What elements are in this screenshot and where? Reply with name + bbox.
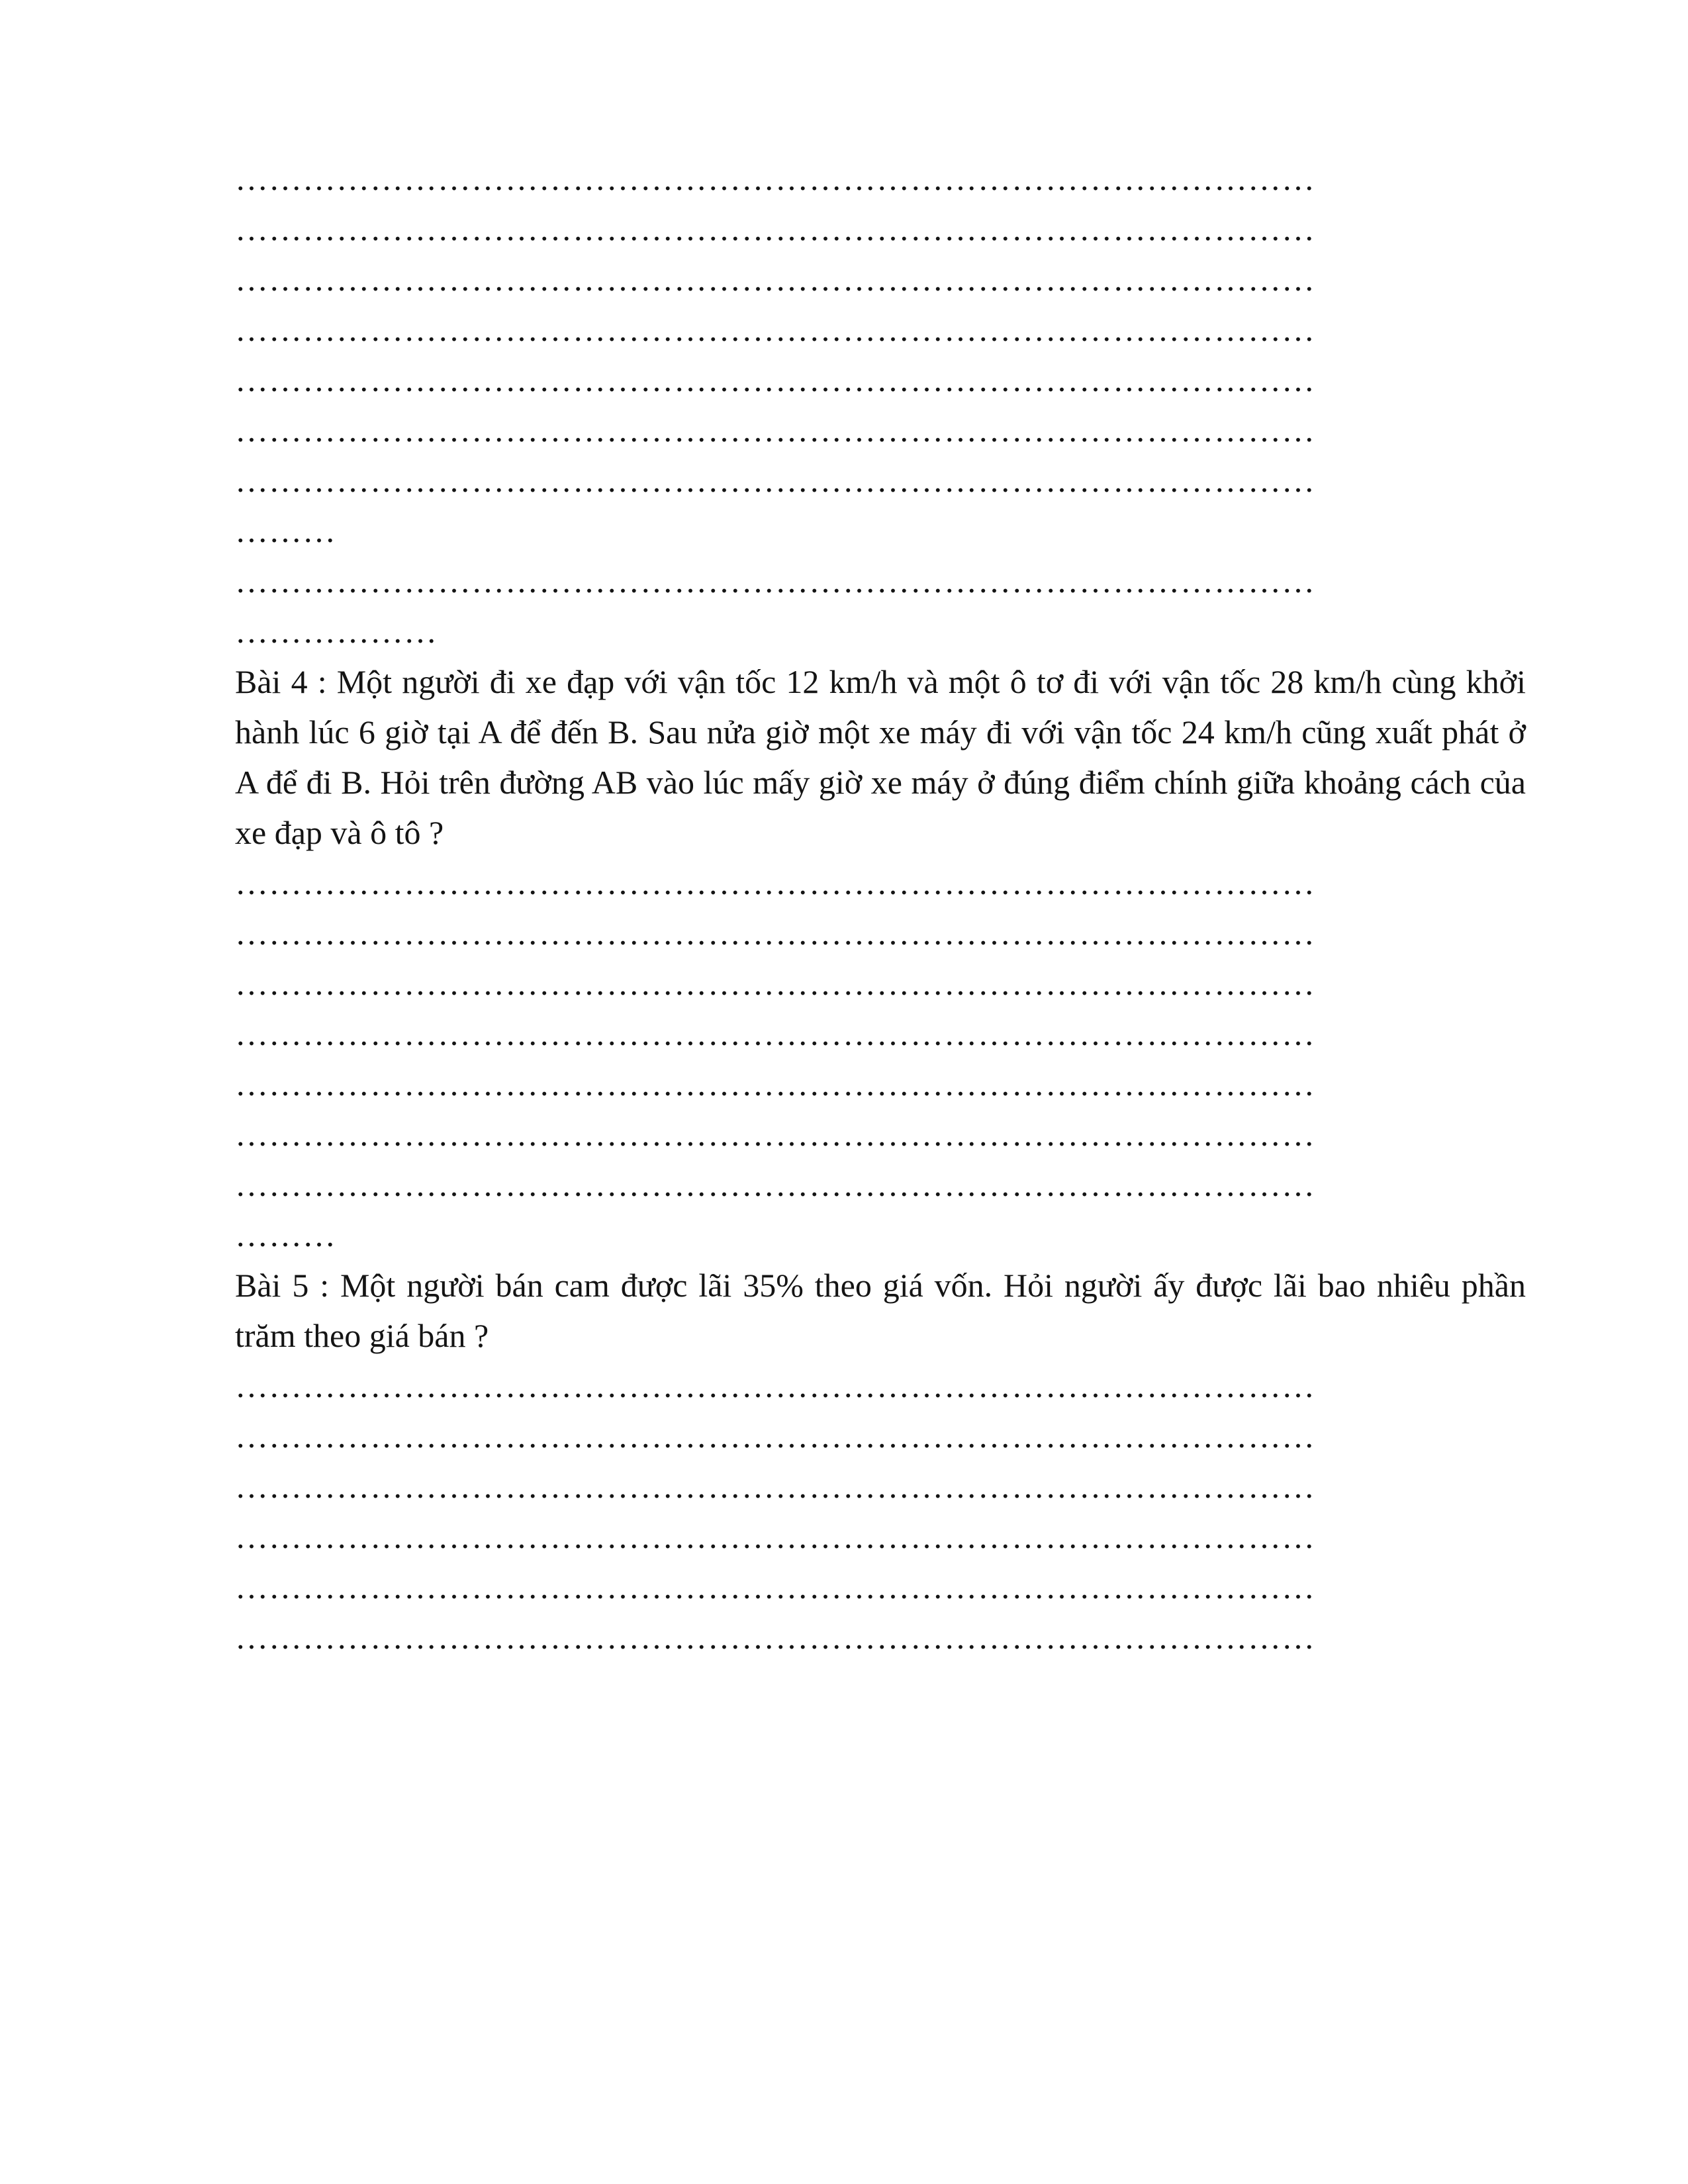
answer-line: …………………………………………………………………………………… xyxy=(235,1518,1315,1555)
answer-line: …………………………………………………………………………………… xyxy=(235,311,1315,348)
answer-line: …………………………………………………………………………………… xyxy=(235,1166,1315,1203)
answer-line: …………………………………………………………………………………… xyxy=(235,462,1315,499)
answer-line: …………………………………………………………………………………… xyxy=(235,915,1315,952)
answer-line: ……………… xyxy=(235,613,438,650)
answer-line: ……… xyxy=(235,512,336,549)
answer-line: …………………………………………………………………………………… xyxy=(235,1619,1315,1656)
answer-line: …………………………………………………………………………………… xyxy=(235,160,1315,197)
answer-line: …………………………………………………………………………………… xyxy=(235,1066,1315,1103)
answer-line: …………………………………………………………………………………… xyxy=(235,1569,1315,1606)
answer-line: …………………………………………………………………………………… xyxy=(235,1116,1315,1153)
answer-line: …………………………………………………………………………………… xyxy=(235,1367,1315,1404)
problem-4-text: Bài 4 : Một người đi xe đạp với vận tốc 12 km/h và một ô tơ đi với vận tốc 28 km/h cùng khởi hành lúc 6 giờ tại A để đến B. Sau nửa giờ một xe máy đi với vận tốc 24 km/h cũng xuất phát ở A để đi B. Hỏi trên đường AB vào lúc mấy giờ xe máy ở đúng điểm chính giữa khoảng cách của xe đạp và ô tô ? xyxy=(235,663,1526,851)
answer-line: …………………………………………………………………………………… xyxy=(235,1015,1315,1052)
answer-line: …………………………………………………………………………………… xyxy=(235,210,1315,248)
answer-line: …………………………………………………………………………………… xyxy=(235,864,1315,901)
worksheet-content xyxy=(235,154,1526,1662)
answer-line: …………………………………………………………………………………… xyxy=(235,412,1315,449)
answer-line: …………………………………………………………………………………… xyxy=(235,1468,1315,1505)
answer-line: …………………………………………………………………………………… xyxy=(235,361,1315,398)
answer-line: …………………………………………………………………………………… xyxy=(235,1418,1315,1455)
problem-5-text: Bài 5 : Một người bán cam được lãi 35% theo giá vốn. Hỏi người ấy được lãi bao nhiêu phần trăm theo giá bán ? xyxy=(235,1267,1526,1354)
answer-line: …………………………………………………………………………………… xyxy=(235,261,1315,298)
answer-line: …………………………………………………………………………………… xyxy=(235,965,1315,1002)
answer-line: ……… xyxy=(235,1216,336,1253)
answer-line: …………………………………………………………………………………… xyxy=(235,563,1315,600)
